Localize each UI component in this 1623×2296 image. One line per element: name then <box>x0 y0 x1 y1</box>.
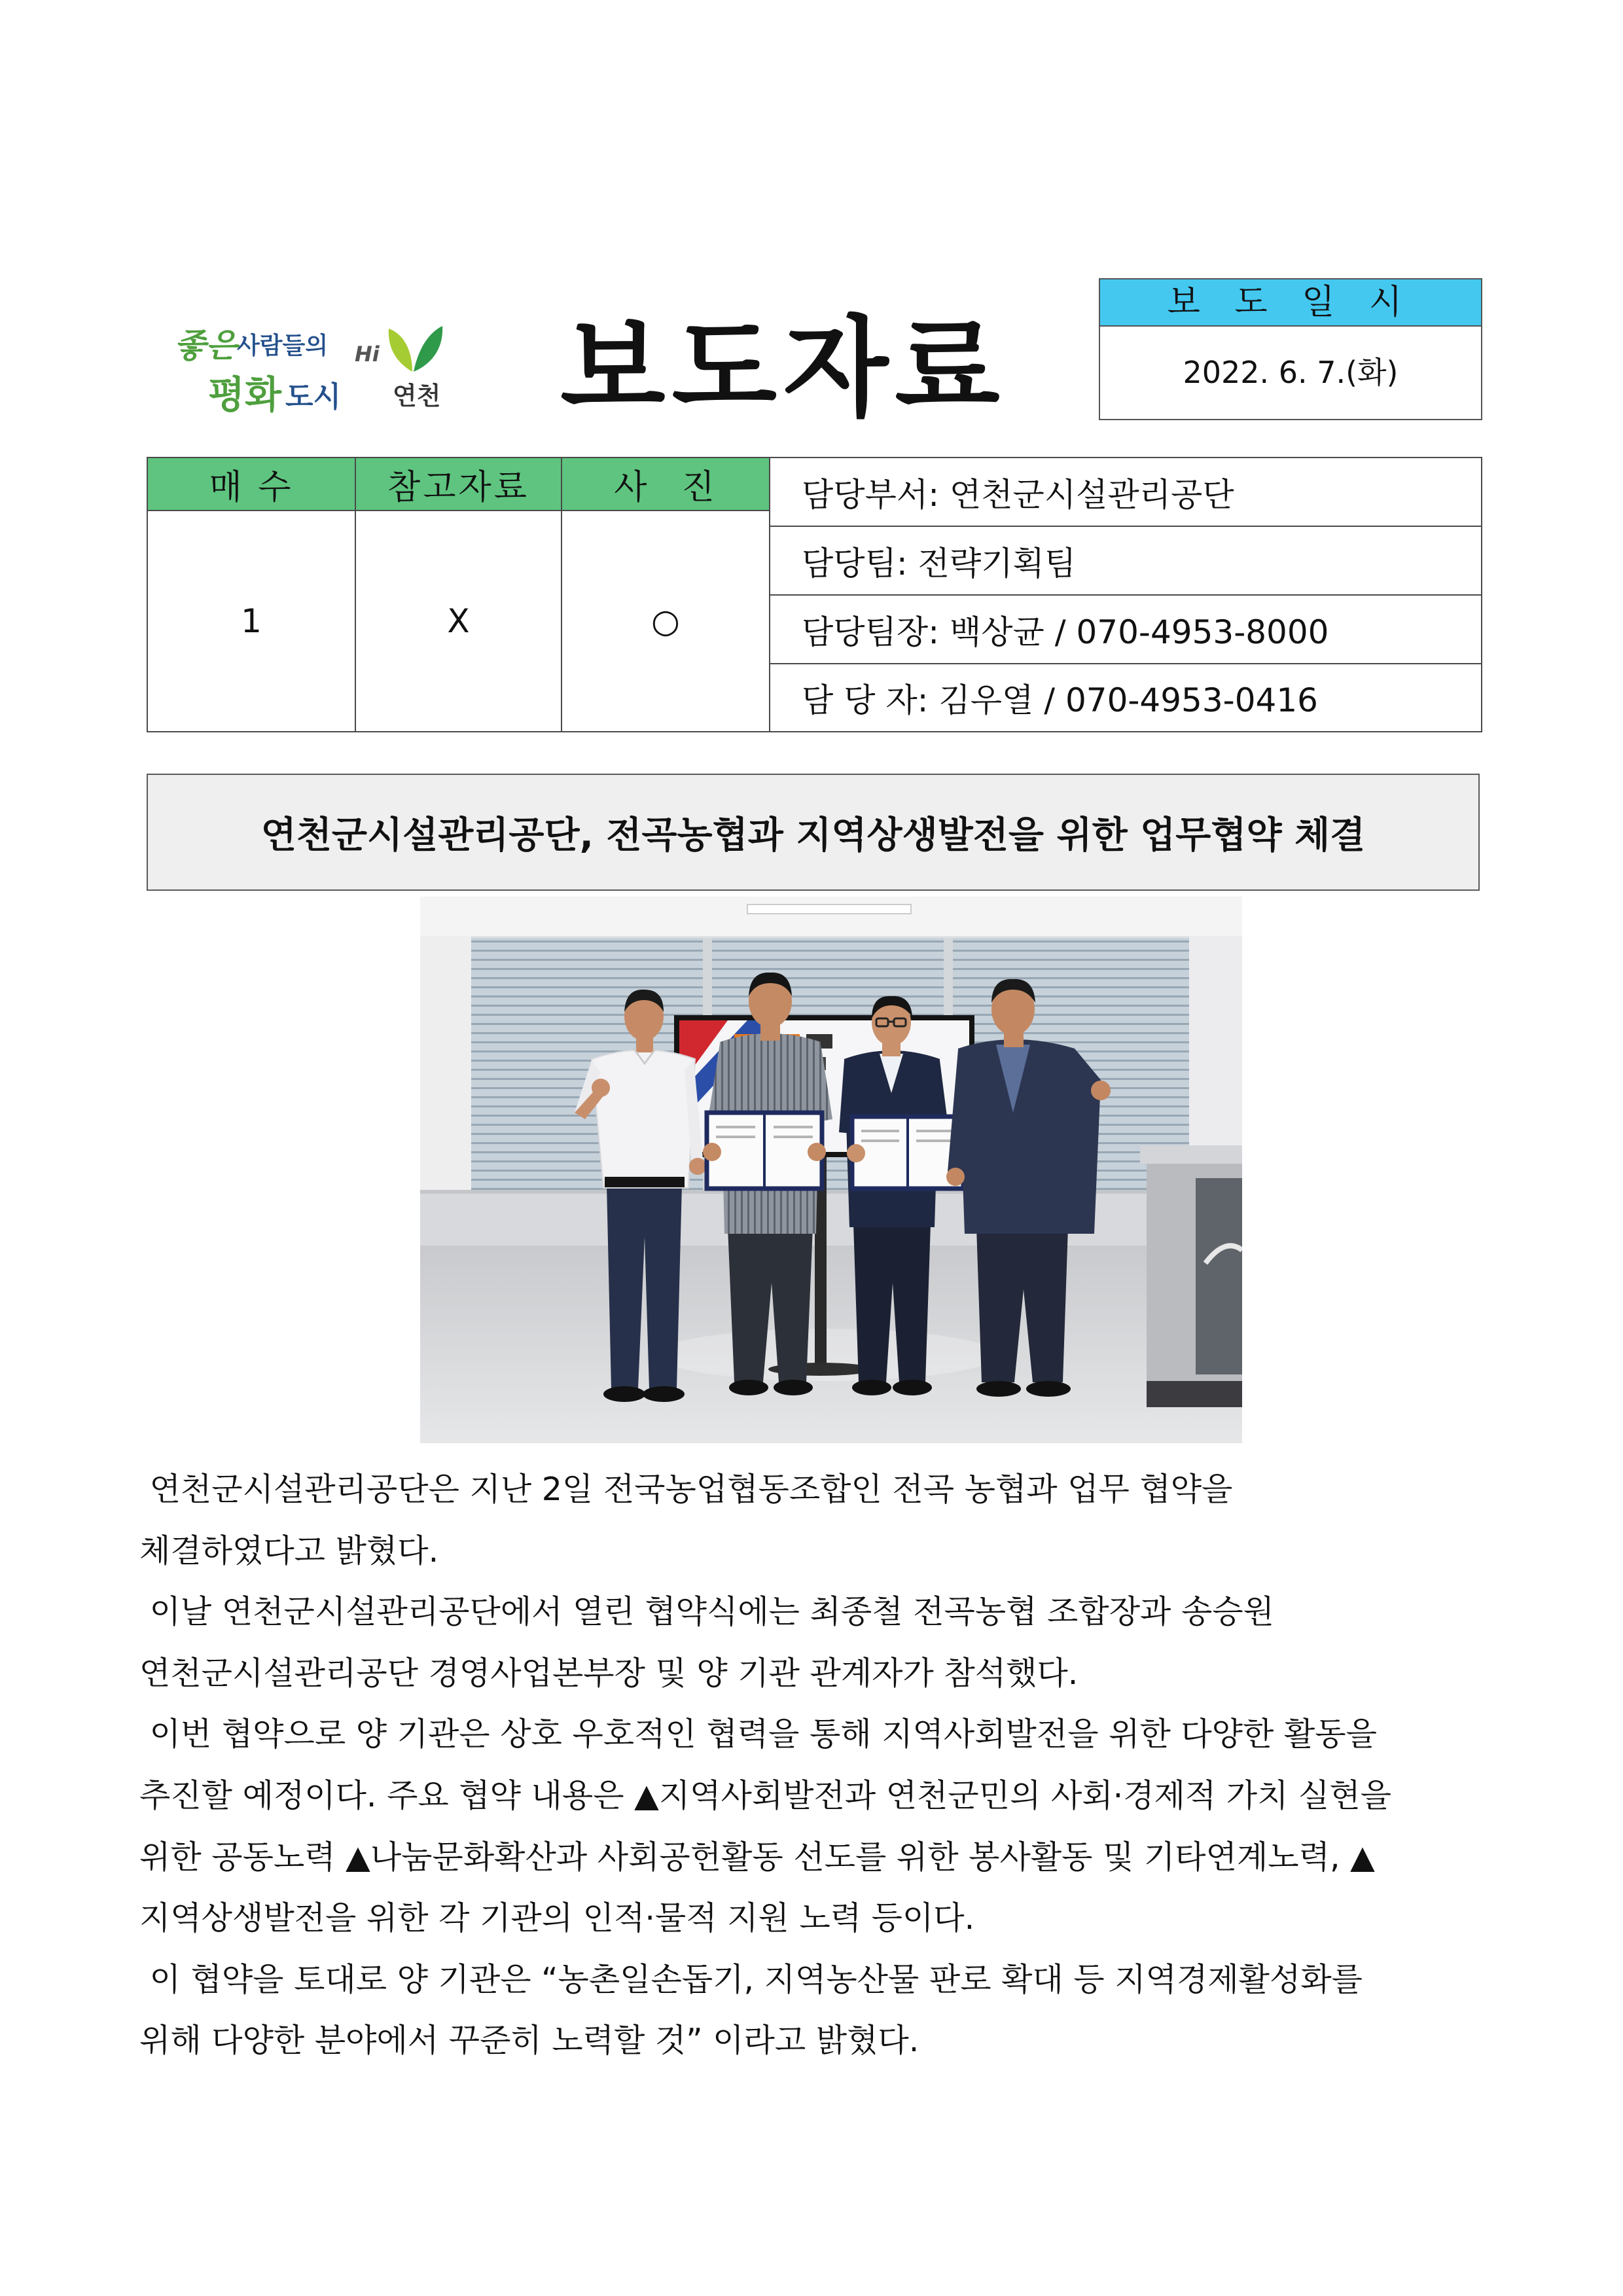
logo-brand-hi: Hi <box>355 342 380 367</box>
body-line: 추진할 예정이다. 주요 협약 내용은 ▲지역사회발전과 연천군민의 사회·경제적 가치 실현을 <box>139 1776 1392 1814</box>
window-sill <box>420 1190 1242 1194</box>
paragraph <box>139 1704 1488 1948</box>
agreement-folder <box>707 1113 822 1189</box>
contact-person: 담 당 자: 김우열 / 070-4953-0416 <box>802 681 1318 719</box>
table-header-pages: 매 수 <box>148 458 356 511</box>
photo-value: ○ <box>562 511 770 731</box>
table-header-attachments: 참고자료 <box>356 458 562 511</box>
lower-wall <box>420 1190 1242 1246</box>
info-table <box>147 457 1482 732</box>
contact-team: 담당팀: 전략기획팀 <box>770 527 1481 596</box>
podium <box>1140 1145 1242 1407</box>
body-line: 연천군시설관리공단은 지난 2일 전국농업협동조합인 전곡 농협과 업무 협약을 <box>139 1471 1233 1508</box>
logo-brand-name: 연천 <box>393 382 441 410</box>
body-line: 이날 연천군시설관리공단에서 열린 협약식에는 최종철 전곡농협 조합장과 송승원 <box>139 1593 1274 1631</box>
logo-slogan-city: 도시 <box>285 380 342 414</box>
logo-slogan-peace: 평화 <box>208 372 282 417</box>
leaf-icon <box>383 323 445 374</box>
table-header-photo: 사 진 <box>562 458 770 511</box>
paragraph <box>139 1459 1488 1581</box>
attachments-value: X <box>356 511 562 731</box>
photo-illustration <box>420 897 1242 1443</box>
release-date-value: 2022. 6. 7.(화) <box>1183 355 1399 390</box>
body-line: 위한 공동노력 ▲나눔문화확산과 사회공헌활동 선도를 위한 봉사활동 및 기타연계노력, ▲ <box>139 1838 1375 1876</box>
document-title: 보도자료 <box>560 306 1007 432</box>
body-line: 지역상생발전을 위한 각 기관의 인적·물적 지원 노력 등이다. <box>139 1899 975 1937</box>
pages-count: 1 <box>148 511 356 731</box>
article-body <box>139 1459 1488 2072</box>
press-photo <box>420 897 1242 1443</box>
body-line: 위해 다양한 분야에서 꾸준히 노력할 것” 이라고 밝혔다. <box>139 2022 919 2060</box>
body-line: 체결하였다고 밝혔다. <box>139 1532 439 1570</box>
leaf-right <box>414 326 442 372</box>
ceiling-light <box>747 905 911 914</box>
release-date-box <box>1099 278 1482 420</box>
contact-department: 담당부서: 연천군시설관리공단 <box>770 458 1481 527</box>
body-line: 이번 협약으로 양 기관은 상호 우호적인 협력을 통해 지역사회발전을 위한 다양한 활동을 <box>139 1715 1377 1753</box>
body-line: 이 협약을 토대로 양 기관은 “농촌일손돕기, 지역농산물 판로 확대 등 지역경제활성화를 <box>139 1960 1363 1998</box>
headline: 연천군시설관리공단, 전곡농협과 지역상생발전을 위한 업무협약 체결 <box>147 774 1480 891</box>
city-logo <box>171 308 459 419</box>
paragraph <box>139 1581 1488 1704</box>
logo-slogan-good: 좋은 <box>174 327 238 365</box>
paragraph <box>139 1949 1488 2072</box>
ceiling <box>420 897 1242 936</box>
contact-team-leader: 담당팀장: 백상균 / 070-4953-8000 <box>770 596 1481 664</box>
logo-slogan-people: 사람들의 <box>237 332 329 359</box>
release-date-header: 보 도 일 시 <box>1100 279 1481 327</box>
body-line: 연천군시설관리공단 경영사업본부장 및 양 기관 관계자가 참석했다. <box>139 1654 1079 1692</box>
leaf-left <box>389 329 412 372</box>
